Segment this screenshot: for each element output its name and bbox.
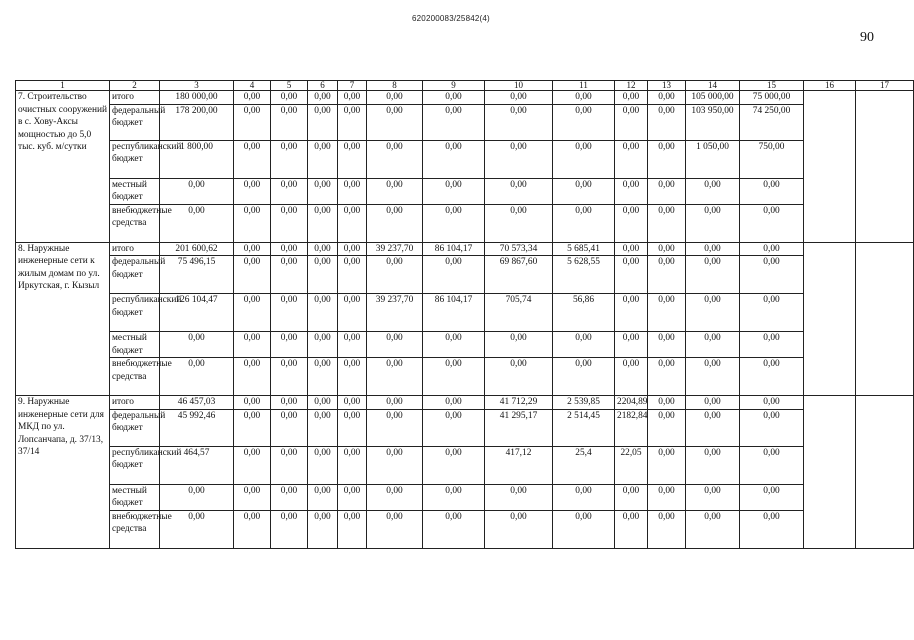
value-cell: 74 250,00: [740, 104, 804, 140]
value-cell: 0,00: [485, 510, 553, 548]
value-cell: 0,00: [234, 294, 271, 332]
value-cell: 0,00: [485, 91, 553, 105]
value-cell: 0,00: [423, 256, 485, 294]
header-cell: 14: [686, 81, 740, 91]
value-cell: 0,00: [485, 332, 553, 358]
header-cell: 1: [16, 81, 110, 91]
header-row: [16, 81, 914, 91]
object-name-cell: 7. Строительство очистных сооружений в с. Хову-Аксы мощностью до 5,0 тыс. куб. м/сутки: [16, 91, 110, 243]
value-cell: 0,00: [740, 294, 804, 332]
value-cell: 0,00: [234, 358, 271, 396]
page-number: 90: [860, 30, 874, 45]
value-cell: 0,00: [423, 484, 485, 510]
value-cell: 69 867,60: [485, 256, 553, 294]
value-cell: 0,00: [234, 409, 271, 446]
value-cell: 0,00: [234, 396, 271, 410]
value-cell: 0,00: [553, 91, 615, 105]
value-cell: 0,00: [648, 358, 686, 396]
value-cell: 0,00: [686, 358, 740, 396]
funding-source-cell: республиканский бюджет: [110, 446, 160, 484]
value-cell: 0,00: [271, 91, 308, 105]
value-cell: 0,00: [686, 242, 740, 256]
value-cell: 0,00: [615, 510, 648, 548]
header-cell: 10: [485, 81, 553, 91]
header-cell: 8: [367, 81, 423, 91]
table-row: [16, 104, 914, 140]
value-cell: 0,00: [308, 178, 338, 204]
value-cell: 0,00: [338, 409, 367, 446]
value-cell: 0,00: [271, 446, 308, 484]
value-cell: 2 539,85: [553, 396, 615, 410]
value-cell: 0,00: [485, 358, 553, 396]
value-cell: 0,00: [686, 409, 740, 446]
value-cell: 0,00: [338, 332, 367, 358]
value-cell: 0,00: [234, 204, 271, 242]
value-cell: 0,00: [615, 140, 648, 178]
value-cell: 0,00: [686, 446, 740, 484]
funding-source-cell: итого: [110, 91, 160, 105]
table-row: [16, 510, 914, 548]
value-cell: 0,00: [338, 242, 367, 256]
empty-cell-17: [856, 242, 914, 396]
value-cell: 0,00: [423, 104, 485, 140]
value-cell: 0,00: [308, 204, 338, 242]
value-cell: 0,00: [648, 140, 686, 178]
value-cell: 0,00: [686, 396, 740, 410]
value-cell: 705,74: [485, 294, 553, 332]
value-cell: 0,00: [338, 396, 367, 410]
value-cell: 0,00: [367, 510, 423, 548]
value-cell: 126 104,47: [160, 294, 234, 332]
value-cell: 0,00: [740, 510, 804, 548]
value-cell: 0,00: [740, 256, 804, 294]
value-cell: 0,00: [234, 91, 271, 105]
table-row: [16, 396, 914, 410]
table-row: [16, 294, 914, 332]
value-cell: 0,00: [686, 204, 740, 242]
value-cell: 0,00: [338, 294, 367, 332]
value-cell: 0,00: [308, 140, 338, 178]
value-cell: 0,00: [615, 242, 648, 256]
value-cell: 41 712,29: [485, 396, 553, 410]
header-cell: 5: [271, 81, 308, 91]
value-cell: 0,00: [338, 91, 367, 105]
value-cell: 25,4: [553, 446, 615, 484]
table-row: [16, 409, 914, 446]
table-row: [16, 358, 914, 396]
value-cell: 0,00: [367, 204, 423, 242]
value-cell: 0,00: [648, 396, 686, 410]
value-cell: 0,00: [740, 396, 804, 410]
header-cell: 15: [740, 81, 804, 91]
value-cell: 0,00: [367, 91, 423, 105]
value-cell: 0,00: [423, 510, 485, 548]
value-cell: 0,00: [308, 409, 338, 446]
value-cell: 0,00: [648, 294, 686, 332]
value-cell: 0,00: [271, 510, 308, 548]
funding-source-cell: местный бюджет: [110, 332, 160, 358]
value-cell: 0,00: [234, 332, 271, 358]
value-cell: 0,00: [271, 204, 308, 242]
value-cell: 0,00: [367, 396, 423, 410]
value-cell: 178 200,00: [160, 104, 234, 140]
table-row: [16, 256, 914, 294]
table-row: [16, 446, 914, 484]
value-cell: 0,00: [740, 332, 804, 358]
header-cell: 17: [856, 81, 914, 91]
value-cell: 0,00: [615, 332, 648, 358]
header-cell: 2: [110, 81, 160, 91]
budget-table: [15, 80, 914, 549]
value-cell: 0,00: [338, 140, 367, 178]
value-cell: 0,00: [686, 332, 740, 358]
value-cell: 0,00: [648, 204, 686, 242]
table-row: [16, 91, 914, 105]
value-cell: 0,00: [648, 256, 686, 294]
value-cell: 0,00: [160, 332, 234, 358]
value-cell: 46 457,03: [160, 396, 234, 410]
budget-table-body: [16, 81, 914, 549]
value-cell: 0,00: [740, 358, 804, 396]
value-cell: 70 573,34: [485, 242, 553, 256]
value-cell: 0,00: [485, 140, 553, 178]
value-cell: 0,00: [615, 358, 648, 396]
value-cell: 0,00: [271, 332, 308, 358]
funding-source-cell: внебюджетные средства: [110, 204, 160, 242]
value-cell: 0,00: [423, 91, 485, 105]
value-cell: 0,00: [423, 140, 485, 178]
value-cell: 0,00: [367, 446, 423, 484]
header-cell: 12: [615, 81, 648, 91]
value-cell: 0,00: [234, 484, 271, 510]
value-cell: 45 992,46: [160, 409, 234, 446]
value-cell: 0,00: [234, 140, 271, 178]
value-cell: 0,00: [271, 256, 308, 294]
value-cell: 0,00: [160, 510, 234, 548]
empty-cell-16: [804, 91, 856, 243]
value-cell: 0,00: [740, 242, 804, 256]
value-cell: 0,00: [648, 91, 686, 105]
value-cell: 0,00: [271, 396, 308, 410]
value-cell: 0,00: [271, 104, 308, 140]
value-cell: 0,00: [553, 484, 615, 510]
value-cell: 0,00: [160, 204, 234, 242]
table-row: [16, 332, 914, 358]
value-cell: 0,00: [308, 91, 338, 105]
header-cell: 4: [234, 81, 271, 91]
value-cell: 0,00: [367, 409, 423, 446]
value-cell: 0,00: [308, 484, 338, 510]
value-cell: 0,00: [308, 446, 338, 484]
value-cell: 1 800,00: [160, 140, 234, 178]
value-cell: 0,00: [338, 256, 367, 294]
value-cell: 417,12: [485, 446, 553, 484]
value-cell: 0,00: [308, 104, 338, 140]
value-cell: 180 000,00: [160, 91, 234, 105]
value-cell: 0,00: [367, 104, 423, 140]
value-cell: 0,00: [338, 178, 367, 204]
value-cell: 0,00: [234, 510, 271, 548]
value-cell: 39 237,70: [367, 294, 423, 332]
value-cell: 0,00: [686, 256, 740, 294]
value-cell: 0,00: [423, 409, 485, 446]
funding-source-cell: внебюджетные средства: [110, 358, 160, 396]
value-cell: 0,00: [308, 510, 338, 548]
value-cell: 0,00: [648, 332, 686, 358]
value-cell: 0,00: [271, 140, 308, 178]
header-cell: 9: [423, 81, 485, 91]
value-cell: 0,00: [553, 140, 615, 178]
value-cell: 0,00: [648, 446, 686, 484]
value-cell: 0,00: [648, 104, 686, 140]
header-cell: 3: [160, 81, 234, 91]
value-cell: 0,00: [308, 396, 338, 410]
value-cell: 1 050,00: [686, 140, 740, 178]
value-cell: 0,00: [367, 256, 423, 294]
value-cell: 0,00: [686, 484, 740, 510]
value-cell: 0,00: [648, 484, 686, 510]
value-cell: 0,00: [648, 409, 686, 446]
value-cell: 0,00: [553, 104, 615, 140]
value-cell: 5 685,41: [553, 242, 615, 256]
table-row: [16, 140, 914, 178]
funding-source-cell: федеральный бюджет: [110, 409, 160, 446]
header-cell: 6: [308, 81, 338, 91]
value-cell: 0,00: [367, 484, 423, 510]
funding-source-cell: итого: [110, 242, 160, 256]
funding-source-cell: республиканский бюджет: [110, 140, 160, 178]
value-cell: 0,00: [553, 358, 615, 396]
funding-source-cell: итого: [110, 396, 160, 410]
value-cell: 0,00: [485, 104, 553, 140]
value-cell: 0,00: [367, 358, 423, 396]
document-id: 620200083/25842(4): [412, 14, 490, 23]
empty-cell-16: [804, 396, 856, 549]
value-cell: 0,00: [615, 104, 648, 140]
value-cell: 0,00: [271, 409, 308, 446]
table-row: [16, 204, 914, 242]
value-cell: 0,00: [308, 332, 338, 358]
table-row: [16, 242, 914, 256]
value-cell: 0,00: [271, 178, 308, 204]
value-cell: 0,00: [648, 178, 686, 204]
empty-cell-17: [856, 396, 914, 549]
funding-source-cell: местный бюджет: [110, 178, 160, 204]
value-cell: 0,00: [367, 332, 423, 358]
value-cell: 0,00: [308, 294, 338, 332]
header-cell: 16: [804, 81, 856, 91]
value-cell: 22,05: [615, 446, 648, 484]
value-cell: 0,00: [338, 446, 367, 484]
value-cell: 0,00: [740, 204, 804, 242]
value-cell: 0,00: [160, 358, 234, 396]
value-cell: 201 600,62: [160, 242, 234, 256]
value-cell: 0,00: [615, 91, 648, 105]
value-cell: 75 496,15: [160, 256, 234, 294]
value-cell: 0,00: [338, 510, 367, 548]
value-cell: 0,00: [553, 178, 615, 204]
value-cell: 0,00: [686, 178, 740, 204]
value-cell: 0,00: [308, 358, 338, 396]
funding-source-cell: федеральный бюджет: [110, 256, 160, 294]
value-cell: 0,00: [553, 510, 615, 548]
value-cell: 39 237,70: [367, 242, 423, 256]
object-name-cell: 8. Наружные инженерные сети к жилым домам по ул. Иркутская, г. Кызыл: [16, 242, 110, 396]
value-cell: 0,00: [740, 446, 804, 484]
value-cell: 0,00: [686, 294, 740, 332]
value-cell: 103 950,00: [686, 104, 740, 140]
value-cell: 0,00: [234, 104, 271, 140]
value-cell: 86 104,17: [423, 242, 485, 256]
value-cell: 0,00: [308, 256, 338, 294]
value-cell: 105 000,00: [686, 91, 740, 105]
value-cell: 2204,89: [615, 396, 648, 410]
table-row: [16, 178, 914, 204]
value-cell: 0,00: [338, 358, 367, 396]
value-cell: 0,00: [423, 204, 485, 242]
value-cell: 75 000,00: [740, 91, 804, 105]
value-cell: 0,00: [308, 242, 338, 256]
value-cell: 41 295,17: [485, 409, 553, 446]
value-cell: 0,00: [740, 178, 804, 204]
value-cell: 0,00: [615, 294, 648, 332]
value-cell: 5 628,55: [553, 256, 615, 294]
value-cell: 0,00: [553, 332, 615, 358]
value-cell: 0,00: [485, 204, 553, 242]
value-cell: 0,00: [648, 242, 686, 256]
value-cell: 0,00: [423, 332, 485, 358]
value-cell: 0,00: [553, 204, 615, 242]
value-cell: 0,00: [271, 484, 308, 510]
value-cell: 2 514,45: [553, 409, 615, 446]
value-cell: 0,00: [234, 446, 271, 484]
value-cell: 0,00: [648, 510, 686, 548]
value-cell: 0,00: [160, 484, 234, 510]
value-cell: 0,00: [423, 178, 485, 204]
value-cell: 0,00: [271, 358, 308, 396]
empty-cell-17: [856, 91, 914, 243]
header-cell: 13: [648, 81, 686, 91]
value-cell: 0,00: [338, 204, 367, 242]
value-cell: 0,00: [338, 484, 367, 510]
value-cell: 0,00: [234, 256, 271, 294]
value-cell: 0,00: [423, 396, 485, 410]
empty-cell-16: [804, 242, 856, 396]
value-cell: 2182,84: [615, 409, 648, 446]
value-cell: 0,00: [423, 446, 485, 484]
header-cell: 11: [553, 81, 615, 91]
value-cell: 464,57: [160, 446, 234, 484]
header-cell: 7: [338, 81, 367, 91]
value-cell: 0,00: [367, 140, 423, 178]
value-cell: 0,00: [485, 178, 553, 204]
value-cell: 0,00: [686, 510, 740, 548]
funding-source-cell: местный бюджет: [110, 484, 160, 510]
value-cell: 0,00: [740, 409, 804, 446]
object-name-cell: 9. Наружные инженерные сети для МКД по ул. Лопсанчапа, д. 37/13, 37/14: [16, 396, 110, 549]
value-cell: 0,00: [271, 294, 308, 332]
value-cell: 0,00: [271, 242, 308, 256]
value-cell: 750,00: [740, 140, 804, 178]
value-cell: 0,00: [338, 104, 367, 140]
value-cell: 0,00: [615, 204, 648, 242]
value-cell: 0,00: [234, 242, 271, 256]
funding-source-cell: республиканский бюджет: [110, 294, 160, 332]
table-row: [16, 484, 914, 510]
value-cell: 0,00: [615, 484, 648, 510]
value-cell: 56,86: [553, 294, 615, 332]
value-cell: 0,00: [740, 484, 804, 510]
value-cell: 86 104,17: [423, 294, 485, 332]
funding-source-cell: федеральный бюджет: [110, 104, 160, 140]
value-cell: 0,00: [234, 178, 271, 204]
funding-source-cell: внебюджетные средства: [110, 510, 160, 548]
value-cell: 0,00: [615, 178, 648, 204]
value-cell: 0,00: [485, 484, 553, 510]
value-cell: 0,00: [423, 358, 485, 396]
value-cell: 0,00: [615, 256, 648, 294]
value-cell: 0,00: [367, 178, 423, 204]
value-cell: 0,00: [160, 178, 234, 204]
